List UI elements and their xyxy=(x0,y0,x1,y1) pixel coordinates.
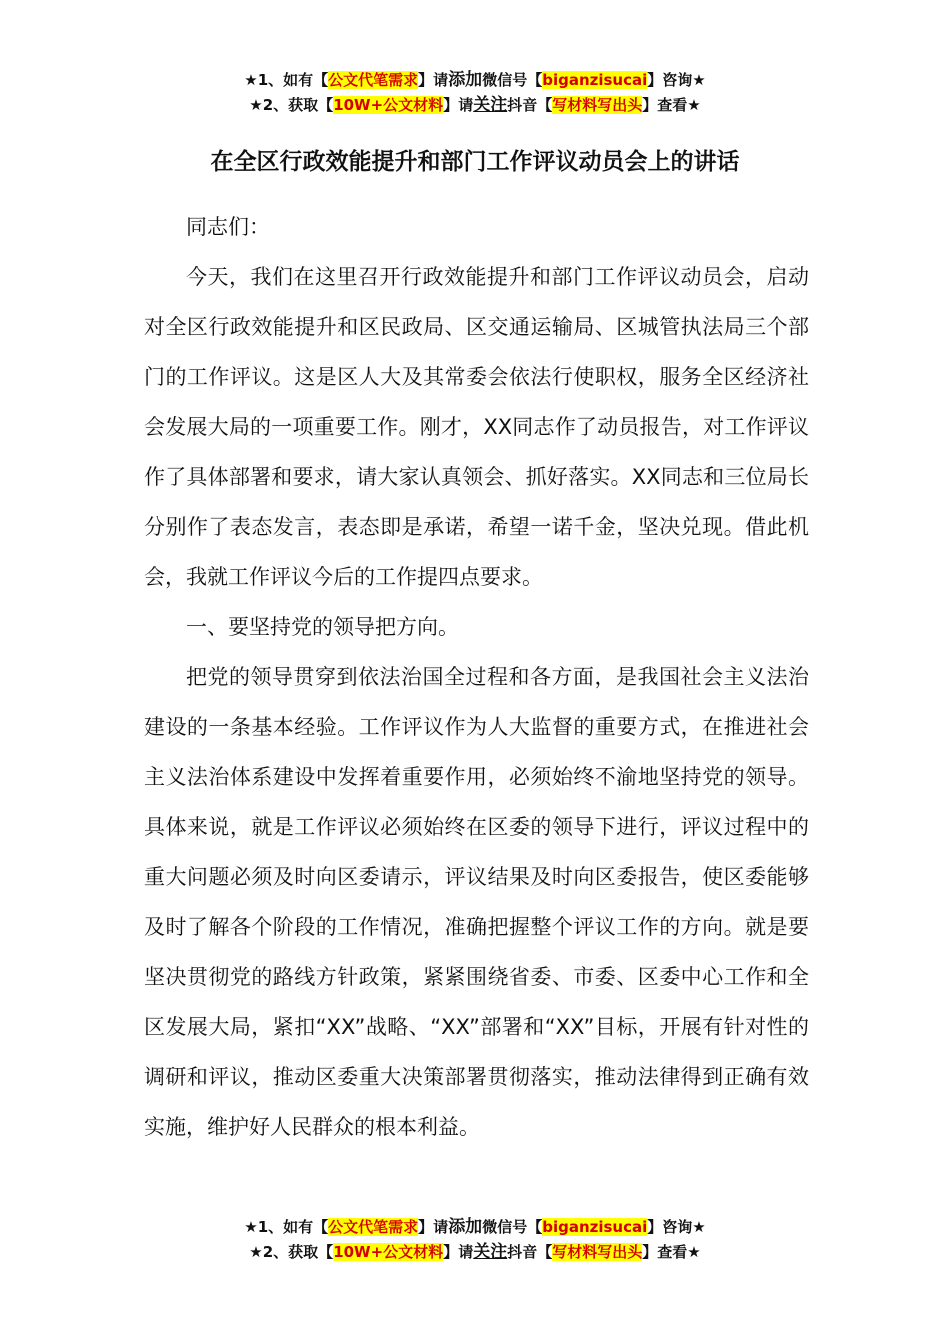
highlight-wechat-id: biganzisucai xyxy=(542,71,648,89)
footer-banner xyxy=(0,1215,950,1265)
section-heading: 一、要坚持党的领导把方向。 xyxy=(186,615,459,639)
paragraph-section-1: 把党的领导贯穿到依法治国全过程和各方面，是我国社会主义法治建设的一条基本经验。工作评议作为人大监督的重要方式，在推进社会主义法治体系建设中发挥着重要作用，必须始终不渝地坚持党的领导。具体来说，就是工作评议必须始终在区委的领导下进行，评议过程中的重大问题必须及时向区委请示，评议结果及时向区委报告，使区委能够及时了解各个阶段的工作情况，准确把握整个评议工作的方向。就是要坚决贯彻党的路线方针政策，紧紧围绕省委、市委、区委中心工作和全区发展大局，紧扣“XX”战略、“XX”部署和“XX”目标，开展有针对性的调研和评议，推动区委重大决策部署贯彻落实，推动法律得到正确有效实施，维护好人民群众的根本利益。 xyxy=(144,665,809,1139)
paragraph-intro: 今天，我们在这里召开行政效能提升和部门工作评议动员会，启动对全区行政效能提升和区民政局、区交通运输局、区城管执法局三个部门的工作评议。这是区人大及其常委会依法行使职权，服务全区经济社会发展大局的一项重要工作。刚才，XX同志作了动员报告，对工作评议作了具体部署和要求，请大家认真领会、抓好落实。XX同志和三位局长分别作了表态发言，表态即是承诺，希望一诺千金，坚决兑现。借此机会，我就工作评议今后的工作提四点要求。 xyxy=(144,265,809,589)
highlight-materials: 10W+公文材料 xyxy=(333,96,444,114)
salutation: 同志们： xyxy=(186,215,270,239)
banner-line-1: ★1、如有【公文代笔需求】请添加微信号【biganzisucai】咨询★ xyxy=(244,70,706,90)
highlight-service: 公文代笔需求 xyxy=(328,71,419,89)
banner-line-2: ★2、获取【10W+公文材料】请关注抖音【写材料写出头】查看★ xyxy=(249,1242,701,1262)
highlight-wechat-id: biganzisucai xyxy=(542,1218,648,1236)
highlight-douyin-id: 写材料写出头 xyxy=(552,1243,643,1261)
document-body xyxy=(144,202,809,1152)
highlight-materials: 10W+公文材料 xyxy=(333,1243,444,1261)
document-title: 在全区行政效能提升和部门工作评议动员会上的讲话 xyxy=(210,149,740,175)
highlight-service: 公文代笔需求 xyxy=(328,1218,419,1236)
banner-line-2: ★2、获取【10W+公文材料】请关注抖音【写材料写出头】查看★ xyxy=(249,95,701,115)
header-banner xyxy=(0,68,950,118)
banner-line-1: ★1、如有【公文代笔需求】请添加微信号【biganzisucai】咨询★ xyxy=(244,1217,706,1237)
highlight-douyin-id: 写材料写出头 xyxy=(552,96,643,114)
